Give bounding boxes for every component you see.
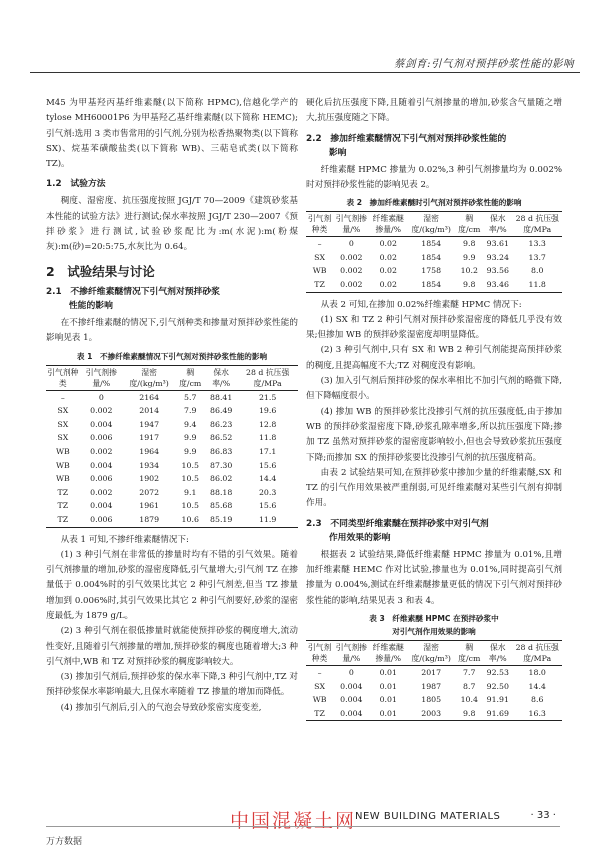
table1-cell: TZ [57, 501, 69, 511]
table3-cell: 92.50 [486, 681, 509, 691]
table2-cell: – [317, 239, 322, 249]
table3-header-row [306, 640, 562, 665]
table2-cell: SX [314, 252, 326, 262]
table2-cell: 93.46 [486, 279, 509, 289]
table3-caption-line2: 对引气剂作用效果的影响 [392, 626, 476, 636]
table3-cell: TZ [314, 708, 325, 718]
table1-cell: 10.5 [181, 474, 199, 484]
table1-cell: 9.4 [184, 419, 197, 429]
table1-cell: 21.5 [258, 392, 277, 402]
table1-cell: 12.8 [258, 419, 277, 429]
table1-cell: 0.002 [90, 446, 113, 456]
table1-cell: 88.41 [210, 392, 233, 402]
table2-cell: 13.7 [528, 252, 546, 262]
table1-cell: 1917 [139, 433, 160, 443]
section-2-1-heading [46, 285, 298, 313]
table2-cell: TZ [314, 279, 325, 289]
table1-cell: 0.004 [90, 501, 113, 511]
table2-cell: 0.02 [379, 252, 397, 262]
method-paragraph: 稠度、湿密度、抗压强度按照 JGJ/T 70—2009《建筑砂浆基本性能的试验方法》进行测试;保水率按照 JGJ/T 230—2007《预拌砂浆》进行测试,试验砂浆配比为:m(水泥):m(粉煤灰):m(砂)=20:5:75,水灰比为 0.64。 [46, 196, 298, 253]
table2-cell: 0.02 [379, 266, 397, 276]
table3-cell: 0.01 [379, 681, 397, 691]
table3-cell: 1805 [421, 695, 442, 705]
section-2-1-heading-line1: 2.1 不掺纤维素醚情况下引气剂对预拌砂浆 [46, 286, 220, 297]
table1-cell: 0 [98, 392, 104, 402]
finding-item-2: (2) 3 种引气剂在很低掺量时就能使预拌砂浆的稠度增大,流动性变好,且随着引气剂掺量的增加,预拌砂浆的稠度也随着增大;3 种引气剂中,WB 和 TZ 对预拌砂浆的稠度影响较大。 [46, 626, 298, 667]
table2-row [306, 251, 562, 265]
footer-logo-watermark: 中国混凝土网 [230, 810, 357, 832]
table1-cell: 1902 [139, 474, 160, 484]
table1-cell: 5.7 [184, 392, 197, 402]
table1-row [46, 499, 298, 513]
table1-cell: 1964 [139, 446, 160, 456]
table2-header-row [306, 212, 562, 237]
section-2-2-heading-line2: 影响 [328, 147, 347, 158]
table1-cell: 19.6 [258, 406, 277, 416]
section-2-3-paragraph: 根据表 2 试验结果,降低纤维素醚 HPMC 掺量为 0.01%,且增加纤维素醚 HEMC 作对比试验,掺量也为 0.01%,同时提高引气剂掺量为 0.004%,测试在纤维素醚掺量更低的情况下引气剂对预拌砂浆性能的影响,结果见表 3 和表 4。 [306, 549, 562, 606]
table2-cell: 1854 [421, 279, 442, 289]
table2-cell: 0.002 [340, 252, 363, 262]
after-table2-text: 从表 2 可知,在掺加 0.02%纤维素醚 HPMC 情况下: [320, 299, 522, 310]
table3-cell: 0.004 [340, 708, 363, 718]
page-number: · 33 · [530, 810, 556, 821]
table1-cell: 14.4 [258, 474, 277, 484]
table2-cell: 10.2 [460, 266, 478, 276]
table3 [306, 640, 562, 721]
finding-item-3: (3) 掺加引气剂后,预拌砂浆的保水率下降,3 种引气剂中,TZ 对预拌砂浆保水率影响最大,且保水率随着 TZ 掺量的增加而降低。 [46, 672, 298, 698]
table3-cell: 0.01 [379, 708, 397, 718]
table3-cell: SX [314, 681, 326, 691]
table3-cell: – [317, 667, 322, 677]
table3-cell: 92.53 [486, 667, 509, 677]
table2-header-cell: 引气剂种类 [307, 214, 332, 235]
table1-cell: 20.3 [258, 487, 277, 497]
table2-cell: 8.0 [531, 266, 544, 276]
table1-row [46, 513, 298, 527]
table2-header-cell: 保水率/% [488, 214, 507, 235]
table1-header-row [46, 365, 298, 390]
table3-header-cell: 稠度/cm [458, 642, 481, 663]
table1-header-cell: 保水率/% [212, 367, 231, 388]
table2-row [306, 237, 562, 251]
table2-row [306, 264, 562, 278]
table3-cell: 91.91 [486, 695, 509, 705]
table3-row [306, 665, 562, 679]
section-2-2-paragraph: 纤维素醚 HPMC 掺量为 0.02%,3 种引气剂掺量均为 0.002%时对预拌砂浆性能的影响见表 2。 [306, 164, 562, 190]
table3-caption [306, 612, 562, 638]
table1-cell: 0.002 [90, 487, 113, 497]
section-2-heading: 2 试验结果与讨论 [46, 263, 155, 279]
table1-cell: 15.6 [258, 501, 277, 511]
table3-cell: 0.004 [340, 695, 363, 705]
after-table1-text: 从表 1 可知,不掺纤维素醚情况下: [60, 534, 189, 545]
table1-cell: 10.6 [181, 514, 199, 524]
table2-cell: 1854 [421, 252, 442, 262]
table1-cell: 2072 [139, 487, 160, 497]
table1-cell: 2164 [139, 392, 160, 402]
table3-header-cell: 纤维素醚掺量/% [372, 642, 404, 663]
table3-header-cell: 保水率/% [488, 642, 507, 663]
table2-cell: WB [312, 266, 327, 276]
section-1-2-heading: 1.2 试验方法 [46, 179, 106, 190]
right-finding-item-1: (1) SX 和 TZ 2 种引气剂对预拌砂浆湿密度的降低几乎没有效果;但掺加 WB 的预拌砂浆湿密度却明显降低。 [306, 314, 562, 341]
finding-item-1: (1) 3 种引气剂在非常低的掺量时均有不错的引气效果。随着引气剂掺量的增加,砂浆的湿密度降低,引气量增大;引气剂 TZ 在掺量低于 0.004%时的引气效果比其它 2 种引气剂差,但当 TZ 掺量增加到 0.006%时,其引气效果比其它 2 种引气剂要好,砂浆的湿密度最低,为 1879 g/L。 [46, 549, 298, 621]
continued-paragraph: 硬化后抗压强度下降,且随着引气剂掺量的增加,砂浆含气量随之增大,抗压强度随之下降。 [306, 98, 562, 124]
header-rule [30, 72, 580, 73]
table2-cell: 0.02 [379, 279, 397, 289]
table3-header-cell: 湿密度/(kg/m³) [411, 642, 451, 663]
table1-cell: 1934 [139, 460, 160, 470]
table1-cell: 7.9 [184, 406, 197, 416]
table1-cell: WB [55, 460, 70, 470]
table1-row [46, 472, 298, 486]
table3-row [306, 707, 562, 721]
section-2-2-heading-line1: 2.2 掺加纤维素醚情况下引气剂对预拌砂浆性能的 [306, 133, 507, 144]
table1-cell: 85.19 [210, 514, 233, 524]
table3-caption-line1: 表 3 纤维素醚 HPMC 在预拌砂浆中 [369, 613, 499, 623]
table3-cell: 0.004 [340, 681, 363, 691]
table3-header-cell: 28 d 抗压强度/MPa [515, 642, 559, 663]
section-2-1-paragraph: 在不掺纤维素醚的情况下,引气剂种类和掺量对预拌砂浆性能的影响见表 1。 [46, 317, 298, 344]
table1-row [46, 486, 298, 500]
table1-cell: 10.5 [181, 460, 199, 470]
source-label: 万方数据 [46, 837, 83, 847]
table1-header-cell: 湿密度/(kg/m³) [129, 367, 169, 388]
table1-cell: 10.5 [181, 501, 199, 511]
table1-cell: TZ [57, 487, 69, 497]
table3-cell: 91.69 [486, 708, 509, 718]
table3-cell: 7.7 [463, 667, 476, 677]
right-finding-item-4: (4) 掺加 WB 的预拌砂浆比没掺引气剂的抗压强度低,由于掺加 WB 的预拌砂浆湿密度下降,砂浆孔隙率增多,所以抗压强度下降;掺加 TZ 虽然对预拌砂浆的湿密度影响较小,但也会导致砂浆抗压强度下降;而掺加 SX 的预拌砂浆要比没掺引气剂的抗压强度稍高。 [306, 406, 562, 463]
table2-caption: 表 2 掺加纤维素醚时引气剂对预拌砂浆性能的影响 [346, 198, 522, 208]
table3-cell: 14.4 [528, 681, 546, 691]
table1-cell: SX [57, 406, 69, 416]
section-2-3-heading-line1: 2.3 不同类型纤维素醚在预拌砂浆中对引气剂 [306, 518, 489, 529]
table2-cell: 93.24 [486, 252, 509, 262]
table3-header-cell: 引气剂掺量/% [335, 642, 367, 663]
table1-cell: 9.1 [184, 487, 197, 497]
table1-row [46, 418, 298, 432]
table2-cell: 0.002 [340, 266, 363, 276]
table3-header-cell: 引气剂种类 [307, 642, 332, 663]
table1-row [46, 404, 298, 418]
table1-cell: 86.52 [210, 433, 233, 443]
left-column [46, 96, 298, 716]
table2-cell: 11.8 [528, 279, 546, 289]
section-2-3-heading [306, 517, 562, 545]
table3-cell: 0.01 [379, 667, 397, 677]
table3-cell: 1987 [421, 681, 442, 691]
table1-cell: 1961 [139, 501, 160, 511]
table2-header-cell: 湿密度/(kg/m³) [411, 214, 451, 235]
table2-cell: 0.02 [379, 239, 397, 249]
summary-paragraph: 由表 2 试验结果可知,在预拌砂浆中掺加少量的纤维素醚,SX 和 TZ 的引气作用效果被严重削弱,可见纤维素醚对某些引气剂有抑制作用。 [306, 467, 562, 509]
table3-cell: 18.0 [528, 667, 546, 677]
table1-cell: 0.006 [90, 474, 113, 484]
table3-row [306, 693, 562, 707]
table2-cell: 9.8 [463, 239, 476, 249]
table1-cell: 9.9 [184, 433, 197, 443]
table1-row [46, 431, 298, 445]
table3-cell: 2017 [421, 667, 442, 677]
table2-cell: 93.61 [486, 239, 509, 249]
table1-cell: WB [55, 446, 70, 456]
table1-cell: 11.9 [258, 514, 277, 524]
table1 [46, 365, 298, 528]
table3-cell: 9.8 [463, 708, 476, 718]
table1-header-cell: 引气剂种类 [47, 367, 79, 388]
table1-cell: – [60, 392, 65, 402]
table2-cell: 0 [348, 239, 354, 249]
intro-paragraph: M45 为甲基羟丙基纤维素醚(以下简称 HPMC),信越化学产的 tylose MH60001P6 为甲基羟乙基纤维素醚(以下简称 HEMC);引气剂:选用 3 类市售常用的引气剂,分别为松香热聚物类(以下简称 SX)、烷基苯磺酸盐类(以下简称 WB)、三萜皂甙类(以下简称 TZ)。 [46, 98, 298, 170]
table3-cell: 8.6 [531, 695, 544, 705]
table3-cell: 0 [348, 667, 354, 677]
table1-cell: 15.6 [258, 460, 277, 470]
table2-header-cell: 稠度/cm [458, 214, 481, 235]
section-2-3-heading-line2: 作用效果的影响 [328, 532, 391, 543]
table3-cell: 16.3 [528, 708, 546, 718]
table2-header-cell: 引气剂掺量/% [335, 214, 367, 235]
table1-row [46, 390, 298, 404]
table1-cell: 88.18 [210, 487, 233, 497]
table3-cell: 0.01 [379, 695, 397, 705]
table1-cell: 17.1 [258, 446, 277, 456]
table2-cell: 0.002 [340, 279, 363, 289]
right-column [306, 96, 562, 726]
table2-cell: 9.8 [463, 279, 476, 289]
table3-cell: 10.4 [460, 695, 478, 705]
table2-cell: 1758 [421, 266, 442, 276]
section-2-2-heading [306, 132, 562, 160]
table1-cell: 85.68 [210, 501, 233, 511]
table2-cell: 93.56 [486, 266, 509, 276]
right-finding-item-3: (3) 加入引气剂后预拌砂浆的保水率相比不加引气剂的略微下降,但下降幅度很小。 [306, 376, 562, 402]
table1-cell: 2014 [139, 406, 160, 416]
table2-cell: 9.9 [463, 252, 476, 262]
table1-header-cell: 稠度/cm [179, 367, 202, 388]
table1-row [46, 445, 298, 459]
footer-journal-name: NEW BUILDING MATERIALS [355, 811, 501, 822]
table1-cell: 11.8 [258, 433, 277, 443]
footer-rule [46, 826, 560, 827]
table1-cell: SX [57, 419, 69, 429]
table1-row [46, 459, 298, 473]
running-header: 蔡剑育:引气剂对预拌砂浆性能的影响 [393, 58, 574, 70]
table1-cell: 0.006 [90, 514, 113, 524]
table1-cell: 86.23 [210, 419, 233, 429]
table3-cell: 8.7 [463, 681, 476, 691]
table1-cell: SX [57, 433, 69, 443]
table1-cell: WB [55, 474, 70, 484]
table3-cell: 2003 [421, 708, 442, 718]
table1-cell: 9.9 [184, 446, 197, 456]
table1-cell: 87.30 [210, 460, 233, 470]
table2 [306, 211, 562, 292]
right-finding-item-2: (2) 3 种引气剂中,只有 SX 和 WB 2 种引气剂能提高预拌砂浆的稠度,且提高幅度不大;TZ 对稠度没有影响。 [306, 345, 562, 371]
table1-cell: 0.004 [90, 460, 113, 470]
table2-header-cell: 纤维素醚掺量/% [372, 214, 404, 235]
table1-cell: 1879 [139, 514, 160, 524]
table3-cell: WB [312, 695, 327, 705]
table1-cell: 86.02 [210, 474, 233, 484]
table1-cell: 86.83 [210, 446, 233, 456]
table1-cell: TZ [57, 514, 69, 524]
table1-cell: 86.49 [210, 406, 233, 416]
table1-caption: 表 1 不掺纤维素醚情况下引气剂对预拌砂浆性能的影响 [76, 351, 268, 361]
section-2-1-heading-line2: 性能的影响 [68, 300, 113, 311]
table2-cell: 1854 [421, 239, 442, 249]
table2-header-cell: 28 d 抗压强度/MPa [515, 214, 559, 235]
finding-item-4: (4) 掺加引气剂后,引入的气泡会导致砂浆密实度变差, [60, 702, 262, 713]
table2-cell: 13.3 [528, 239, 546, 249]
table1-cell: 0.006 [90, 433, 113, 443]
table1-cell: 1947 [139, 419, 160, 429]
table1-header-cell: 引气剂掺量/% [85, 367, 117, 388]
table1-cell: 0.004 [90, 419, 113, 429]
table1-cell: 0.002 [90, 406, 113, 416]
table1-header-cell: 28 d 抗压强度/MPa [246, 367, 290, 388]
table3-row [306, 680, 562, 694]
table2-row [306, 278, 562, 292]
